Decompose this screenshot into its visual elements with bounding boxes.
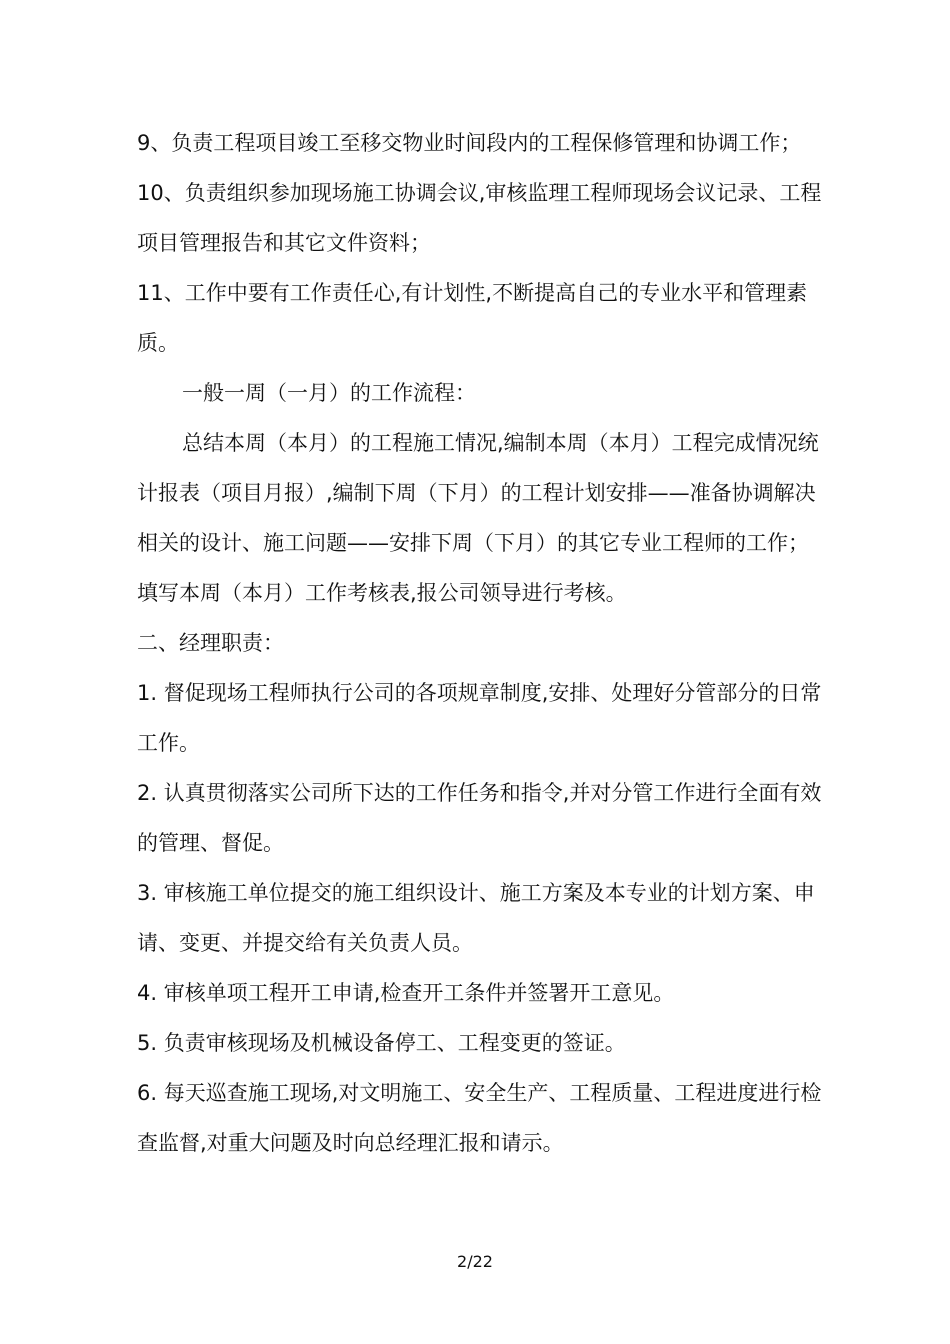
- duty-item-5: 5. 负责审核现场及机械设备停工、工程变更的签证。: [137, 1031, 626, 1055]
- workflow-heading: 一般一周（一月）的工作流程：: [182, 381, 476, 405]
- duty-item-3: 3. 审核施工单位提交的施工组织设计、施工方案及本专业的计划方案、申请、变更、并提交给有关负责人员。: [137, 881, 815, 955]
- paragraph-item-9: 9、负责工程项目竣工至移交物业时间段内的工程保修管理和协调工作；: [137, 131, 802, 155]
- duty-item-1: 1. 督促现场工程师执行公司的各项规章制度,安排、处理好分管部分的日常工作。: [137, 681, 822, 755]
- workflow-description: 总结本周（本月）的工程施工情况,编制本周（本月）工程完成情况统计报表（项目月报）,编制下周（下月）的工程计划安排——准备协调解决相关的设计、施工问题——安排下周（下月）的其它专业工程师的工作；填写本周（本月）工作考核表,报公司领导进行考核。: [137, 431, 819, 605]
- paragraph-item-10: 10、负责组织参加现场施工协调会议,审核监理工程师现场会议记录、工程项目管理报告和其它文件资料；: [137, 181, 822, 255]
- duty-item-6: 6. 每天巡查施工现场,对文明施工、安全生产、工程质量、工程进度进行检查监督,对重大问题及时向总经理汇报和请示。: [137, 1081, 822, 1155]
- duty-item-2: 2. 认真贯彻落实公司所下达的工作任务和指令,并对分管工作进行全面有效的管理、督促。: [137, 781, 822, 855]
- document-body: [137, 118, 827, 1168]
- page-number: 2/22: [457, 1252, 493, 1271]
- section-heading-manager-duties: 二、经理职责：: [137, 631, 284, 655]
- duty-item-4: 4. 审核单项工程开工申请,检查开工条件并签署开工意见。: [137, 981, 675, 1005]
- paragraph-item-11: 11、工作中要有工作责任心,有计划性,不断提高自己的专业水平和管理素质。: [137, 281, 808, 355]
